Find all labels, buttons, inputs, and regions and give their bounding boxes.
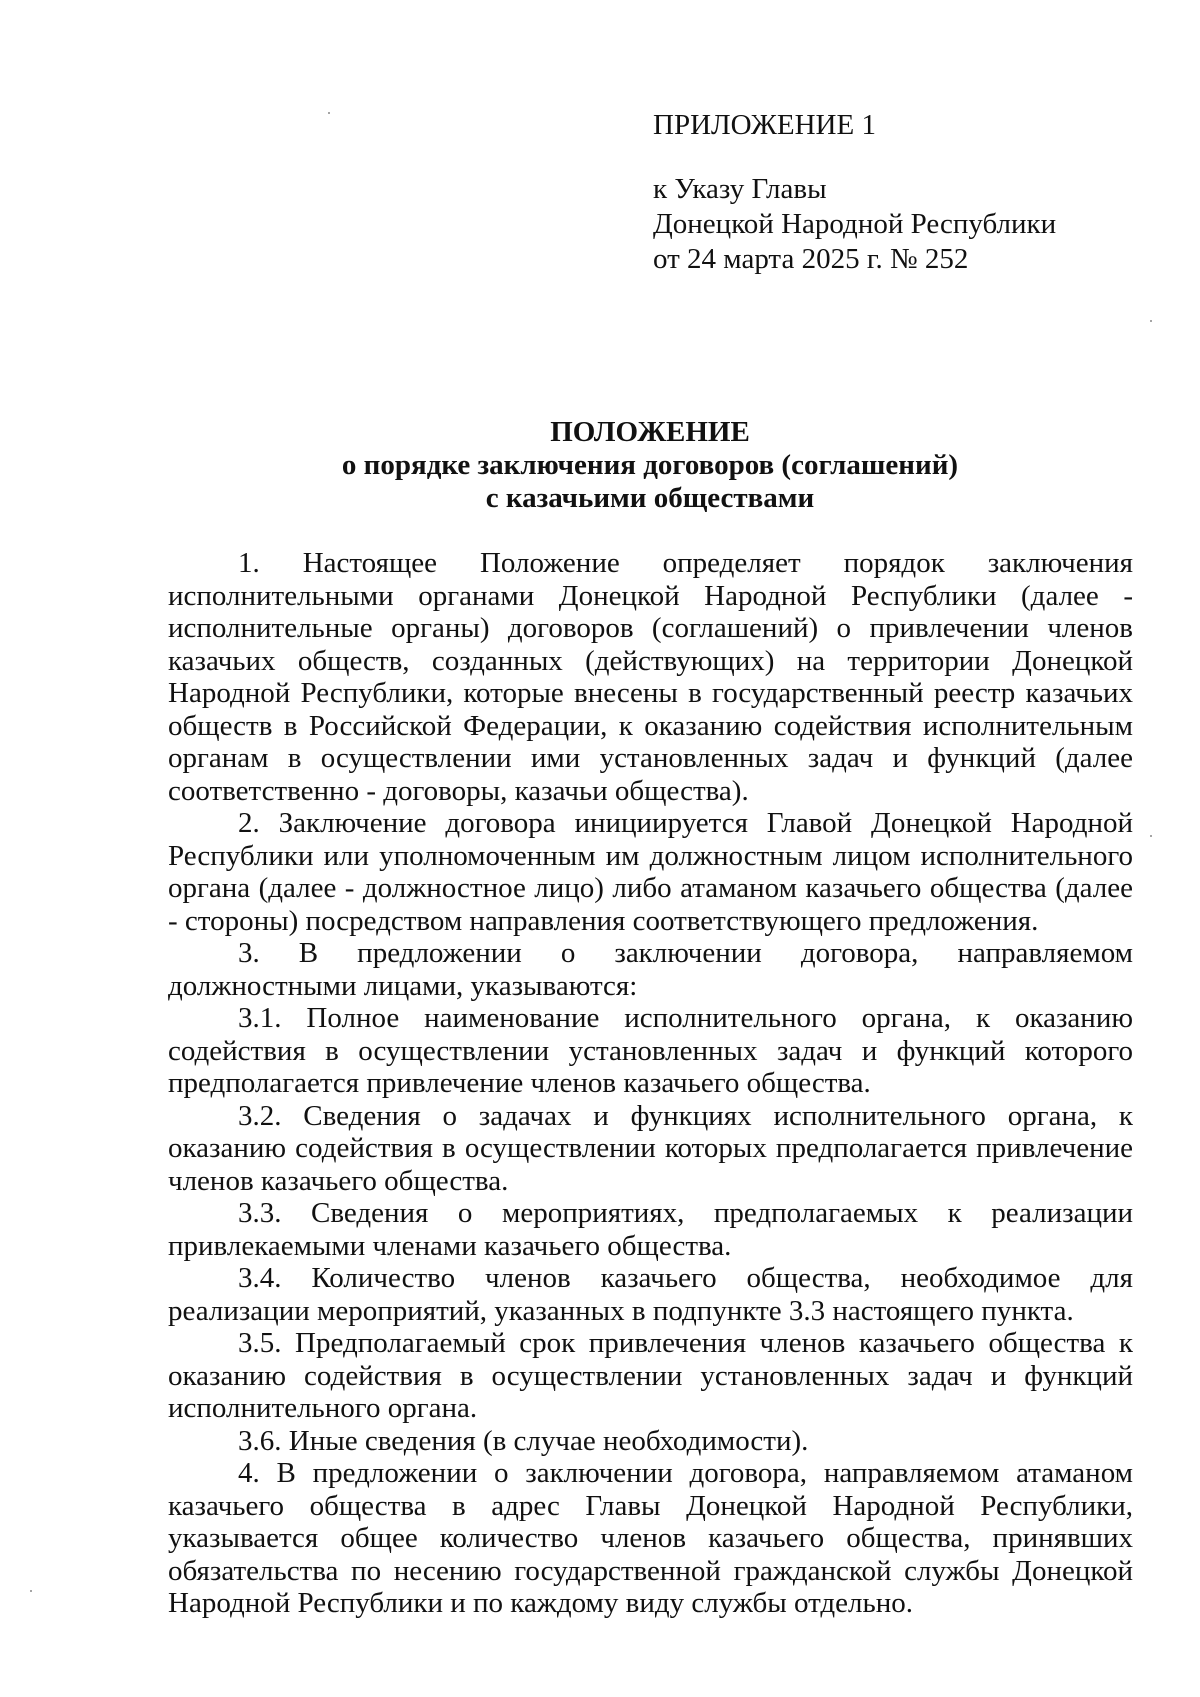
paragraph-3-6: 3.6. Иные сведения (в случае необходимости). [238, 1424, 809, 1457]
appendix-line-date: от 24 марта 2025 г. № 252 [653, 243, 969, 275]
paragraph-1: 1. Настоящее Положение определяет порядок заключения исполнительными органами Донецкой Народной Республики (далее - исполнительные органы) договоров (соглашений) о привлечении членов казачьих обществ, созданных (действующих) на территории Донецкой Народной Республики, которые внесены в государственный реестр казачьих обществ в Российской Федерации, к оказанию содействия исполнительным органам в осуществлении ими установленных задач и функций (далее соответственно - договоры, казачьи общества). [168, 547, 1133, 807]
appendix-heading: ПРИЛОЖЕНИЕ 1 [653, 109, 876, 141]
paragraph-3-4: 3.4. Количество членов казачьего общества, необходимое для реализации мероприятий, указанных в подпункте 3.3 настоящего пункта. [168, 1262, 1133, 1327]
scan-speck [328, 112, 330, 114]
scan-speck [1150, 835, 1152, 837]
document-title [150, 416, 1150, 515]
paragraph-4: 4. В предложении о заключении договора, направляемом атаманом казачьего общества в адрес Главы Донецкой Народной Республики, указывается общее количество членов казачьего общества, принявших обязательства по несению государственной гражданской службы Донецкой Народной Республики и по каждому виду службы отдельно. [168, 1457, 1133, 1619]
scan-speck [1150, 320, 1152, 322]
appendix-line-republic: Донецкой Народной Республики [653, 208, 1057, 240]
paragraph-3: 3. В предложении о заключении договора, направляемом должностными лицами, указываются: [168, 937, 1133, 1002]
paragraph-2: 2. Заключение договора инициируется Главой Донецкой Народной Республики или уполномоченным им должностным лицом исполнительного органа (далее - должностное лицо) либо атаманом казачьего общества (далее - стороны) посредством направления соответствующего предложения. [168, 807, 1133, 937]
title-line-2: о порядке заключения договоров (соглашений) [341, 449, 959, 481]
paragraph-3-2: 3.2. Сведения о задачах и функциях исполнительного органа, к оказанию содействия в осуществлении которых предполагается привлечение членов казачьего общества. [168, 1099, 1133, 1197]
appendix-line-decree: к Указу Главы [653, 173, 827, 205]
paragraph-3-1: 3.1. Полное наименование исполнительного органа, к оказанию содействия в осуществлении установленных задач и функций которого предполагается привлечение членов казачьего общества. [168, 1002, 1133, 1099]
scan-speck [30, 1590, 32, 1592]
paragraph-3-5: 3.5. Предполагаемый срок привлечения членов казачьего общества к оказанию содействия в осуществлении установленных задач и функций исполнительного органа. [168, 1327, 1133, 1424]
document-body [168, 547, 1133, 1620]
paragraph-3-3: 3.3. Сведения о мероприятиях, предполагаемых к реализации привлекаемыми членами казачьего общества. [168, 1197, 1133, 1262]
title-line-3: с казачьими обществами [485, 482, 815, 514]
appendix-header [653, 108, 1056, 277]
title-line-1: ПОЛОЖЕНИЕ [550, 416, 750, 448]
